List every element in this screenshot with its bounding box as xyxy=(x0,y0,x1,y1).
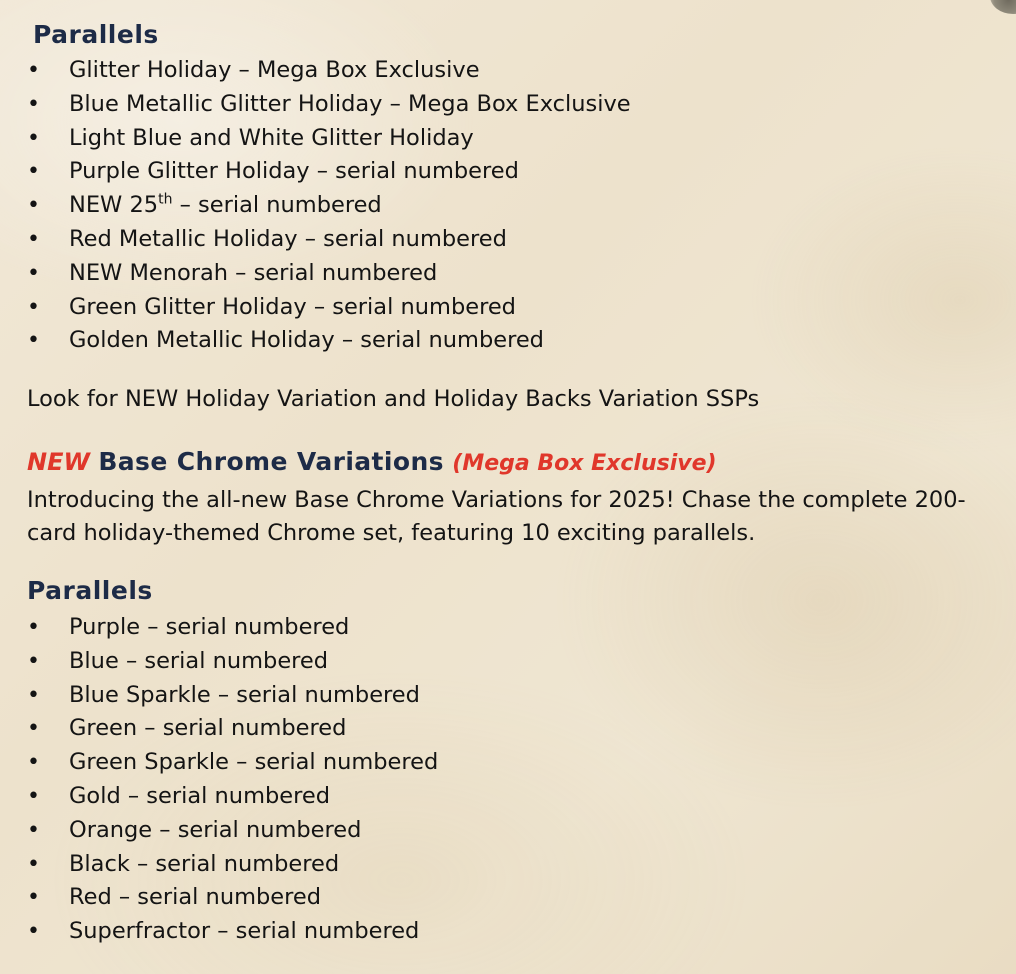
parallel-item: • Light Blue and White Glitter Holiday xyxy=(27,122,631,156)
corner-ornament-decoration xyxy=(990,0,1016,14)
parallel-item: • Green – serial numbered xyxy=(27,712,438,746)
parallel-item-prefix: NEW 25 xyxy=(69,192,159,219)
parallel-item: • Blue Sparkle – serial numbered xyxy=(27,679,438,713)
mega-box-exclusive-tag: (Mega Box Exclusive) xyxy=(452,451,717,476)
parallel-item: • Blue Metallic Glitter Holiday – Mega Box Exclusive xyxy=(27,88,631,122)
parallel-item: • Purple Glitter Holiday – serial numbered xyxy=(27,155,631,189)
base-chrome-section-title xyxy=(27,446,717,480)
parallels-list-1 xyxy=(27,54,631,358)
parallel-item xyxy=(27,189,631,223)
ssp-note: Look for NEW Holiday Variation and Holiday Backs Variation SSPs xyxy=(27,386,760,412)
section-title-text: Base Chrome Variations xyxy=(98,447,444,476)
parallel-item: • Green Glitter Holiday – serial numbered xyxy=(27,291,631,325)
parallel-item: • Green Sparkle – serial numbered xyxy=(27,746,438,780)
parallel-item: • Golden Metallic Holiday – serial numbered xyxy=(27,324,631,358)
parallel-item-superscript: th xyxy=(158,191,173,208)
parallels-heading-1: Parallels xyxy=(33,20,159,49)
parallel-item: • NEW Menorah – serial numbered xyxy=(27,257,631,291)
parallels-heading-2: Parallels xyxy=(27,576,153,605)
parallel-item: • Superfractor – serial numbered xyxy=(27,915,438,949)
parallel-item: • Purple – serial numbered xyxy=(27,611,438,645)
parallel-item: • Black – serial numbered xyxy=(27,848,438,882)
new-tag: NEW xyxy=(27,448,90,476)
base-chrome-intro: Introducing the all-new Base Chrome Variations for 2025! Chase the complete 200-card holiday-themed Chrome set, featuring 10 exciting parallels. xyxy=(27,487,966,546)
parallel-item: • Red Metallic Holiday – serial numbered xyxy=(27,223,631,257)
parallel-item: • Gold – serial numbered xyxy=(27,780,438,814)
parallel-item: • Blue – serial numbered xyxy=(27,645,438,679)
parallel-item-suffix: – serial numbered xyxy=(172,192,382,219)
parallel-item: • Glitter Holiday – Mega Box Exclusive xyxy=(27,54,631,88)
parallel-item: • Red – serial numbered xyxy=(27,881,438,915)
parallels-list-2 xyxy=(27,611,438,949)
parallel-item: • Orange – serial numbered xyxy=(27,814,438,848)
